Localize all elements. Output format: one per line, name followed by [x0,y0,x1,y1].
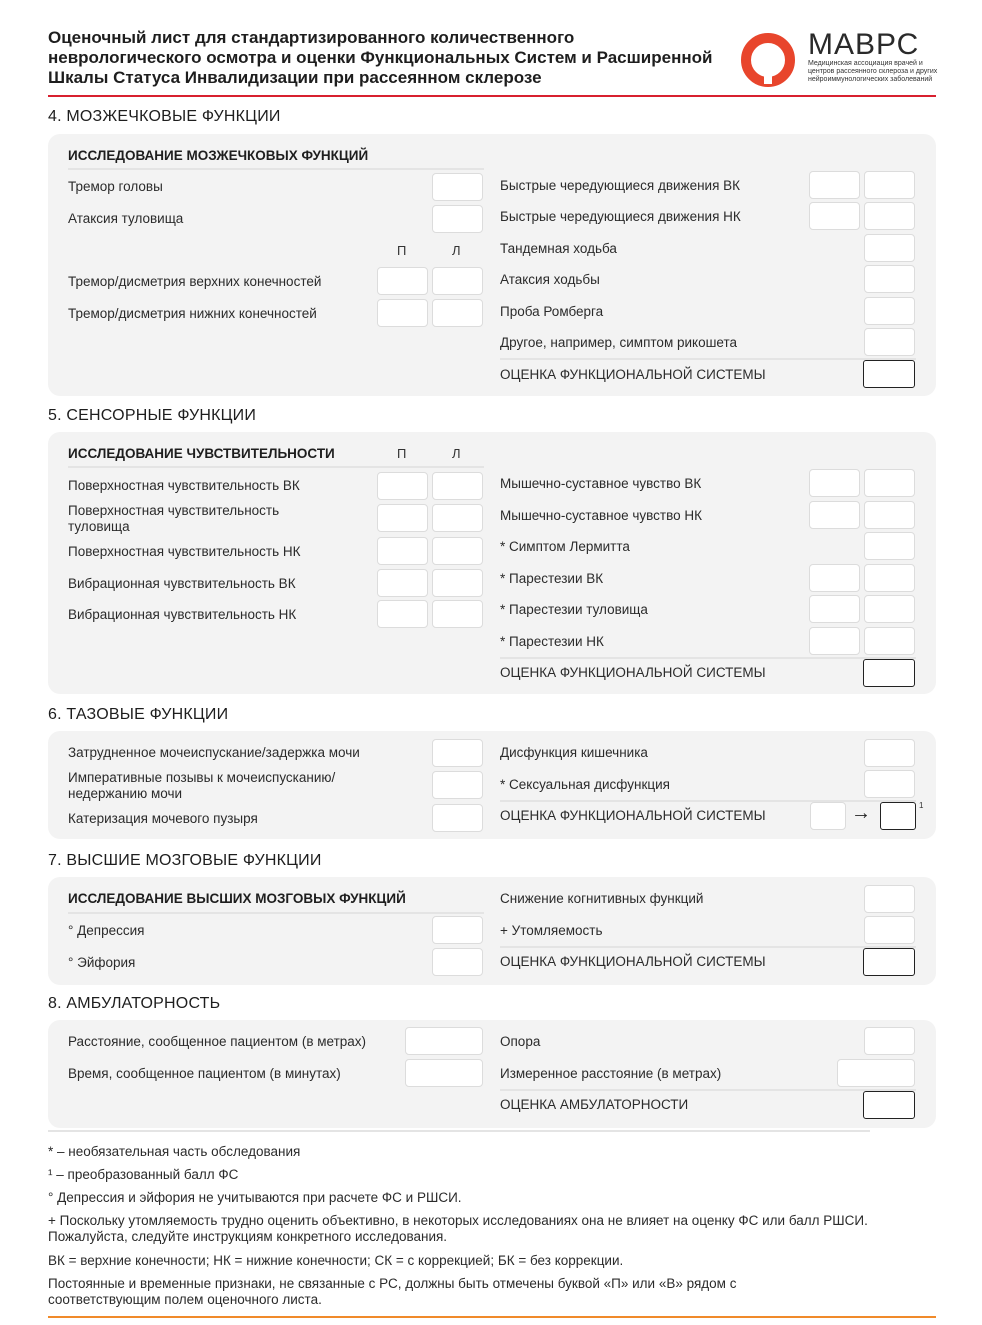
s4-right-label: Другое, например, симптом рикошета [500,335,738,350]
s7-right-label: Снижение когнитивных функций [500,891,704,906]
s4-right-label: Атаксия ходьбы [500,272,600,287]
s8-left-label: Расстояние, сообщенное пациентом (в метрах) [68,1034,367,1049]
footer-divider [48,1316,936,1318]
divider [500,358,916,360]
s8-reported-time-box[interactable] [405,1059,483,1087]
s4-left-label: Атаксия туловища [68,211,184,226]
s5-p-box[interactable] [809,564,860,592]
s7-euphoria-box[interactable] [432,948,483,976]
divider [68,912,484,914]
s5-left-label: Поверхностная чувствительность ВК [68,478,300,493]
s6-right-label: Дисфункция кишечника [500,745,648,760]
s4-rapid-ll-p-box[interactable] [809,202,860,230]
s5-l-box[interactable] [864,469,915,497]
s4-left-label: Тремор головы [68,179,163,194]
s4-right-label: Быстрые чередующиеся движения НК [500,209,741,224]
divider [500,657,916,659]
col-header-left: Л [452,243,461,258]
s4-ul-tremor-p-box[interactable] [377,267,428,295]
s6-fs-score-label: ОЦЕНКА ФУНКЦИОНАЛЬНОЙ СИСТЕМЫ [500,808,766,823]
s5-p-box[interactable] [809,501,860,529]
s6-left-label: Императивные позывы к мочеиспусканию/ недержанию мочи [68,770,336,801]
s8-ambulation-score-box[interactable] [863,1091,915,1119]
s4-left-label: Тремор/дисметрия верхних конечностей [68,274,322,289]
footnote: * – необязательная часть обследования [48,1144,301,1159]
divider [68,168,484,170]
s5-p-box[interactable] [377,569,428,597]
s4-gait-ataxia-box[interactable] [864,265,915,293]
s8-measured-distance-box[interactable] [837,1059,915,1087]
s6-urgency-box[interactable] [432,771,483,799]
s5-l-box[interactable] [864,595,915,623]
s5-right-label: * Парестезии ВК [500,571,604,586]
document-title: Оценочный лист для стандартизированного количественного неврологического осмотра и оценки Функциональных Систем и Расширенной Шкалы Статуса Инвалидизации при рассеянном склерозе [48,28,713,87]
s5-right-label: Мышечно-суставное чувство НК [500,508,702,523]
footnote: ° Депрессия и эйфория не учитываются при расчете ФС и РШСИ. [48,1190,462,1205]
section-7-subhead: ИССЛЕДОВАНИЕ ВЫСШИХ МОЗГОВЫХ ФУНКЦИЙ [68,891,406,906]
col-header-right: П [397,446,407,461]
s8-reported-distance-box[interactable] [405,1027,483,1055]
footnotes-divider [48,1130,870,1132]
s4-rapid-ul-p-box[interactable] [809,171,860,199]
s5-l-box[interactable] [864,564,915,592]
col-header-right: П [397,243,407,258]
s4-right-label: Тандемная ходьба [500,241,617,256]
s5-l-box[interactable] [432,472,483,500]
s5-p-box[interactable] [809,595,860,623]
s8-assistance-box[interactable] [864,1027,915,1055]
s8-left-label: Время, сообщенное пациентом (в минутах) [68,1066,341,1081]
s6-bowel-box[interactable] [864,739,915,767]
s5-left-label: Вибрационная чувствительность НК [68,607,297,622]
s7-fatigue-box[interactable] [864,916,915,944]
header-divider [48,95,936,97]
logo-name: МАВРС [808,28,920,61]
footnote: Постоянные и временные признаки, не связанные с РС, должны быть отмечены буквой «П» или «В» рядом с соответствующим полем оценочного листа. [48,1276,737,1307]
s4-ll-tremor-p-box[interactable] [377,299,428,327]
s4-right-label: Быстрые чередующиеся движения ВК [500,178,741,193]
s5-right-label: Мышечно-суставное чувство ВК [500,476,702,491]
divider [68,466,484,468]
s5-fs-score-box[interactable] [863,659,915,687]
s4-right-label: Проба Ромберга [500,304,604,319]
s4-other-box[interactable] [864,328,915,356]
s5-lhermitte-box[interactable] [864,532,915,560]
s5-p-box[interactable] [377,600,428,628]
s5-l-box[interactable] [432,537,483,565]
s4-trunk-ataxia-box[interactable] [432,205,483,233]
s7-fs-score-box[interactable] [863,948,915,976]
s5-l-box[interactable] [432,504,483,532]
s5-right-label: * Парестезии НК [500,634,604,649]
section-4-subhead: ИССЛЕДОВАНИЕ МОЗЖЕЧКОВЫХ ФУНКЦИЙ [68,148,369,163]
s4-rapid-ll-l-box[interactable] [864,202,915,230]
s4-ul-tremor-l-box[interactable] [432,267,483,295]
s7-right-label: + Утомляемость [500,923,603,938]
s6-right-label: * Сексуальная дисфункция [500,777,670,792]
section-7-title: 7. ВЫСШИЕ МОЗГОВЫЕ ФУНКЦИИ [48,852,322,869]
footnote: + Поскольку утомляемость трудно оценить объективно, в некоторых исследованиях она не влияет на оценку ФС или балл РШСИ. Пожалуйста, следуйте инструкциям конкретного исследования. [48,1213,868,1244]
section-5-title: 5. СЕНСОРНЫЕ ФУНКЦИИ [48,407,257,424]
s7-left-label: ° Эйфория [68,955,136,970]
divider [500,946,916,948]
divider [500,1089,916,1091]
s5-p-box[interactable] [377,472,428,500]
col-header-left: Л [452,446,461,461]
s4-romberg-box[interactable] [864,297,915,325]
s5-left-label: Поверхностная чувствительность НК [68,544,301,559]
footnote-marker: 1 [919,801,924,810]
mavrs-logo-icon [740,32,796,88]
s5-p-box[interactable] [377,537,428,565]
arrow-right-icon: → [851,802,871,824]
s5-p-box[interactable] [377,504,428,532]
s5-left-label: Поверхностная чувствительность туловища [68,503,280,534]
s5-right-label: * Симптом Лермитта [500,539,630,554]
footnote: ¹ – преобразованный балл ФС [48,1167,239,1182]
s7-fs-score-label: ОЦЕНКА ФУНКЦИОНАЛЬНОЙ СИСТЕМЫ [500,954,766,969]
s4-head-tremor-box[interactable] [432,173,483,201]
s6-left-label: Катеризация мочевого пузыря [68,811,258,826]
section-8-title: 8. АМБУЛАТОРНОСТЬ [48,995,221,1012]
logo-subtitle: Медицинская ассоциация врачей и центров рассеянного склероза и других нейроиммунологических заболеваний [808,60,938,83]
s5-l-box[interactable] [432,569,483,597]
s6-left-label: Затрудненное мочеиспускание/задержка мочи [68,745,360,760]
section-5-panel [48,432,936,694]
s6-sexual-box[interactable] [864,770,915,798]
s6-catheter-box[interactable] [432,804,483,832]
s5-left-label: Вибрационная чувствительность ВК [68,576,296,591]
section-5-subhead: ИССЛЕДОВАНИЕ ЧУВСТВИТЕЛЬНОСТИ [68,446,335,461]
section-4-title: 4. МОЗЖЕЧКОВЫЕ ФУНКЦИИ [48,108,281,125]
s7-depression-box[interactable] [432,916,483,944]
s4-ll-tremor-l-box[interactable] [432,299,483,327]
s6-converted-score-box[interactable] [880,802,916,830]
s4-left-label: Тремор/дисметрия нижних конечностей [68,306,317,321]
s5-p-box[interactable] [809,627,860,655]
s7-cognitive-box[interactable] [864,885,915,913]
s8-right-label: Опора [500,1034,541,1049]
s7-left-label: ° Депрессия [68,923,145,938]
s5-l-box[interactable] [864,501,915,529]
s4-tandem-box[interactable] [864,234,915,262]
s5-l-box[interactable] [864,627,915,655]
section-6-title: 6. ТАЗОВЫЕ ФУНКЦИИ [48,706,229,723]
section-4-panel [48,134,936,396]
s8-score-label: ОЦЕНКА АМБУЛАТОРНОСТИ [500,1097,689,1112]
s5-fs-score-label: ОЦЕНКА ФУНКЦИОНАЛЬНОЙ СИСТЕМЫ [500,665,766,680]
s4-fs-score-label: ОЦЕНКА ФУНКЦИОНАЛЬНОЙ СИСТЕМЫ [500,367,766,382]
footnote: ВК = верхние конечности; НК = нижние конечности; СК = с коррекцией; БК = без коррекции. [48,1253,624,1268]
s5-p-box[interactable] [809,469,860,497]
s5-l-box[interactable] [432,600,483,628]
s4-rapid-ul-l-box[interactable] [864,171,915,199]
s5-right-label: * Парестезии туловища [500,602,648,617]
s6-retention-box[interactable] [432,739,483,767]
s6-raw-score-box[interactable] [810,802,846,830]
s4-fs-score-box[interactable] [863,360,915,388]
s8-right-label: Измеренное расстояние (в метрах) [500,1066,722,1081]
